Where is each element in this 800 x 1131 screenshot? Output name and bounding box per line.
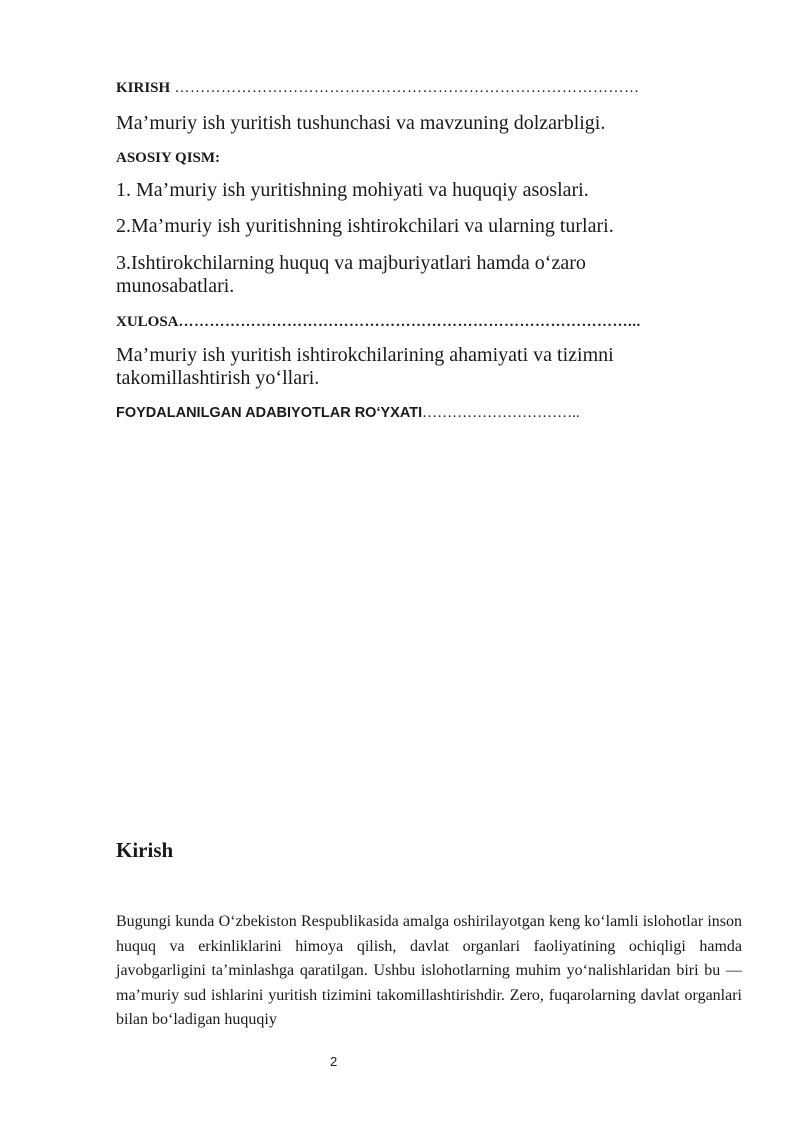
toc-adabiyotlar[interactable] — [116, 405, 736, 422]
toc-item-2[interactable]: 2.Ma’muriy ish yuritishning ishtirokchilari va ularning turlari. — [116, 215, 614, 237]
toc-item-1[interactable]: 1. Ma’muriy ish yuritishning mohiyati va huquqiy asoslari. — [116, 179, 589, 201]
toc-adabiyotlar-dots: ………………………….. — [422, 405, 580, 421]
toc-asosiy-qism[interactable]: ASOSIY QISM: — [116, 150, 221, 166]
toc-kirish[interactable] — [116, 80, 736, 97]
toc-kirish-dots: ……………………………………………………………………………… — [170, 80, 640, 96]
toc-kirish-subtitle: Ma’muriy ish yuritish tushunchasi va mavzuning dolzarbligi. — [116, 112, 606, 134]
page-number: 2 — [330, 1054, 338, 1069]
toc-xulosa-dots: ……………………………………………………………………………... — [178, 314, 641, 330]
toc-item-3[interactable]: 3.Ishtirokchilarning huquq va majburiyatlari hamda o‘zaro munosabatlari. — [116, 252, 586, 297]
toc-xulosa-subtitle: Ma’muriy ish yuritish ishtirokchilarining ahamiyati va tizimni takomillashtirish yo‘llari. — [116, 344, 614, 389]
toc-xulosa-label: XULOSA — [116, 314, 179, 330]
toc-kirish-label: KIRISH — [116, 80, 171, 96]
toc-xulosa[interactable] — [116, 314, 736, 331]
section-title: Kirish — [116, 838, 174, 862]
body-paragraph: Bugungi kunda O‘zbekiston Respublikasida amalga oshirilayotgan keng ko‘lamli islohotlar inson huquq va erkinliklarini himoya qilish, davlat organlari faoliyatining ochiqligi hamda javobgarligini ta’minlashga qaratilgan. Ushbu islohotlarning muhim yo‘nalishlaridan biri bu — ma’muriy sud ishlarini yuritish tizimini takomillashtirishdir. Zero, fuqarolarning davlat organlari bilan bo‘ladigan huquqiy — [116, 913, 742, 1028]
toc-adabiyotlar-label: FOYDALANILGAN ADABIYOTLAR RO‘YXATI — [116, 405, 423, 421]
